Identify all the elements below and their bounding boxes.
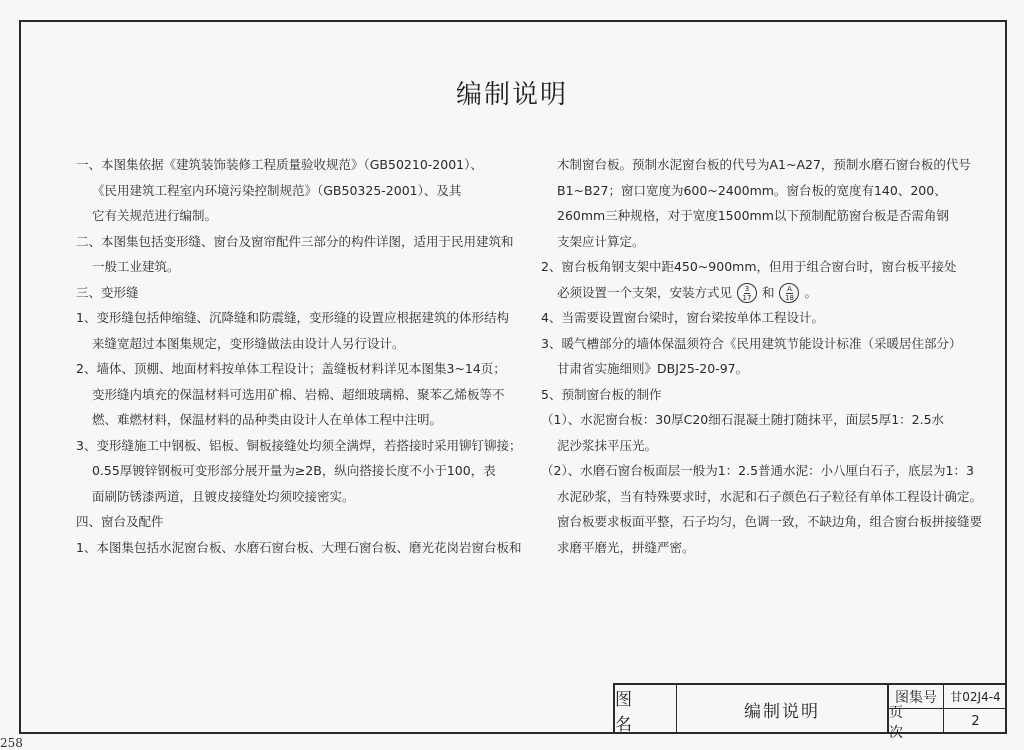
text-line: 3、暖气槽部分的墙体保温须符合《民用建筑节能设计标准（采暖居住部分） [541, 335, 962, 351]
text-line: 260mm三种规格，对于宽度1500mm以下预制配筋窗台板是否需角钢 [557, 208, 949, 223]
text-line: 窗台板要求板面平整，石子均匀，色调一致，不缺边角，组合窗台板拼接缝要 [557, 514, 983, 529]
text-fragment: 必须设置一个支架，安装方式见 [557, 284, 733, 300]
right-column [541, 152, 981, 560]
text-line: 2、墙体、顶棚、地面材料按单体工程设计；盖缝板材料详见本图集3~14页； [76, 361, 506, 376]
text-line: 3、变形缝施工中钢板、铝板、铜板接缝处均须全满焊，若搭接时采用铆钉铆接； [76, 437, 522, 453]
text-line: （1）、水泥窗台板：30厚C20细石混凝土随打随抹平，面层5厚1：2.5水 [541, 412, 945, 427]
text-line: 5、预制窗台板的制作 [541, 386, 662, 402]
text-line: 它有关规范进行编制。 [92, 208, 218, 223]
text-line: 甘肃省实施细则》DBJ25-20-97。 [557, 361, 749, 376]
text-line: 水泥砂浆，当有特殊要求时，水泥和石子颜色石子粒径有单体工程设计确定。 [557, 488, 983, 504]
text-fragment: 和 [761, 284, 775, 300]
text-line: 面刷防锈漆两道，且镀皮接缝处均须咬接密实。 [92, 488, 355, 504]
book-page-number: 258 [0, 736, 23, 750]
text-line: 支架应计算定。 [557, 233, 645, 249]
text-line: 来缝宽超过本图集规定，变形缝做法由设计人另行设计。 [92, 335, 405, 351]
text-line: 一、本图集依据《建筑装饰装修工程质量验收规范》（GB50210-2001）、 [76, 157, 483, 172]
text-line: （2）、水磨石窗台板面层一般为1：2.5普通水泥：小八厘白石子，底层为1：3 [541, 463, 974, 478]
text-line: 燃、难燃材料，保温材料的品种类由设计人在单体工程中注明。 [92, 412, 443, 427]
detail-index-circle [779, 283, 799, 303]
text-line: 0.55厚镀锌钢板可变形部分展开量为≥2B，纵向搭接长度不小于100，表 [92, 463, 496, 478]
text-line: 《民用建筑工程室内环境污染控制规范》（GB50325-2001）、及其 [92, 182, 462, 198]
circle-bottom: 17 [742, 293, 752, 302]
drawing-name-label: 图 名 [615, 685, 677, 734]
text-fragment: 。 [804, 284, 817, 300]
text-line [541, 280, 981, 306]
text-line: 三、变形缝 [76, 284, 139, 300]
text-line: B1~B27；窗口宽度为600~2400mm。窗台板的宽度有140、200、 [557, 182, 947, 198]
text-line: 变形缝内填充的保温材料可选用矿棉、岩棉、超细玻璃棉、聚苯乙烯板等不 [92, 386, 505, 402]
text-line: 木制窗台板。预制水泥窗台板的代号为A1~A27，预制水磨石窗台板的代号 [557, 157, 971, 172]
text-line: 二、本图集包括变形缝、窗台及窗帘配件三部分的构件详图，适用于民用建筑和 [76, 233, 514, 249]
atlas-number-value: 甘02J4-4 [944, 685, 1007, 709]
detail-index-circle [737, 283, 757, 303]
text-line: 求磨平磨光，拼缝严密。 [557, 539, 695, 555]
text-line: 2、窗台板角钢支架中距450~900mm，但用于组合窗台时，窗台板平接处 [541, 259, 957, 274]
text-line: 1、本图集包括水泥窗台板、水磨石窗台板、大理石窗台板、磨光花岗岩窗台板和 [76, 539, 522, 555]
circle-bottom: 18 [785, 293, 794, 302]
text-line: 1、变形缝包括伸缩缝、沉降缝和防震缝，变形缝的设置应根据建筑的体形结构 [76, 310, 509, 325]
circle-top: 3 [744, 284, 750, 293]
circle-top: A [787, 284, 792, 293]
page-title: 编制说明 [455, 80, 568, 110]
title-block [613, 683, 1007, 741]
atlas-number-label: 图集号 [889, 685, 944, 709]
left-column [76, 152, 522, 560]
page-label: 页 次 [889, 709, 944, 734]
text-line: 一般工业建筑。 [92, 259, 180, 274]
text-line: 4、当需要设置窗台梁时，窗台梁按单体工程设计。 [541, 310, 824, 325]
page-value: 2 [971, 714, 980, 729]
text-line: 四、窗台及配件 [76, 514, 164, 529]
drawing-name-value: 编制说明 [677, 685, 889, 734]
text-line: 泥沙浆抹平压光。 [557, 437, 658, 453]
